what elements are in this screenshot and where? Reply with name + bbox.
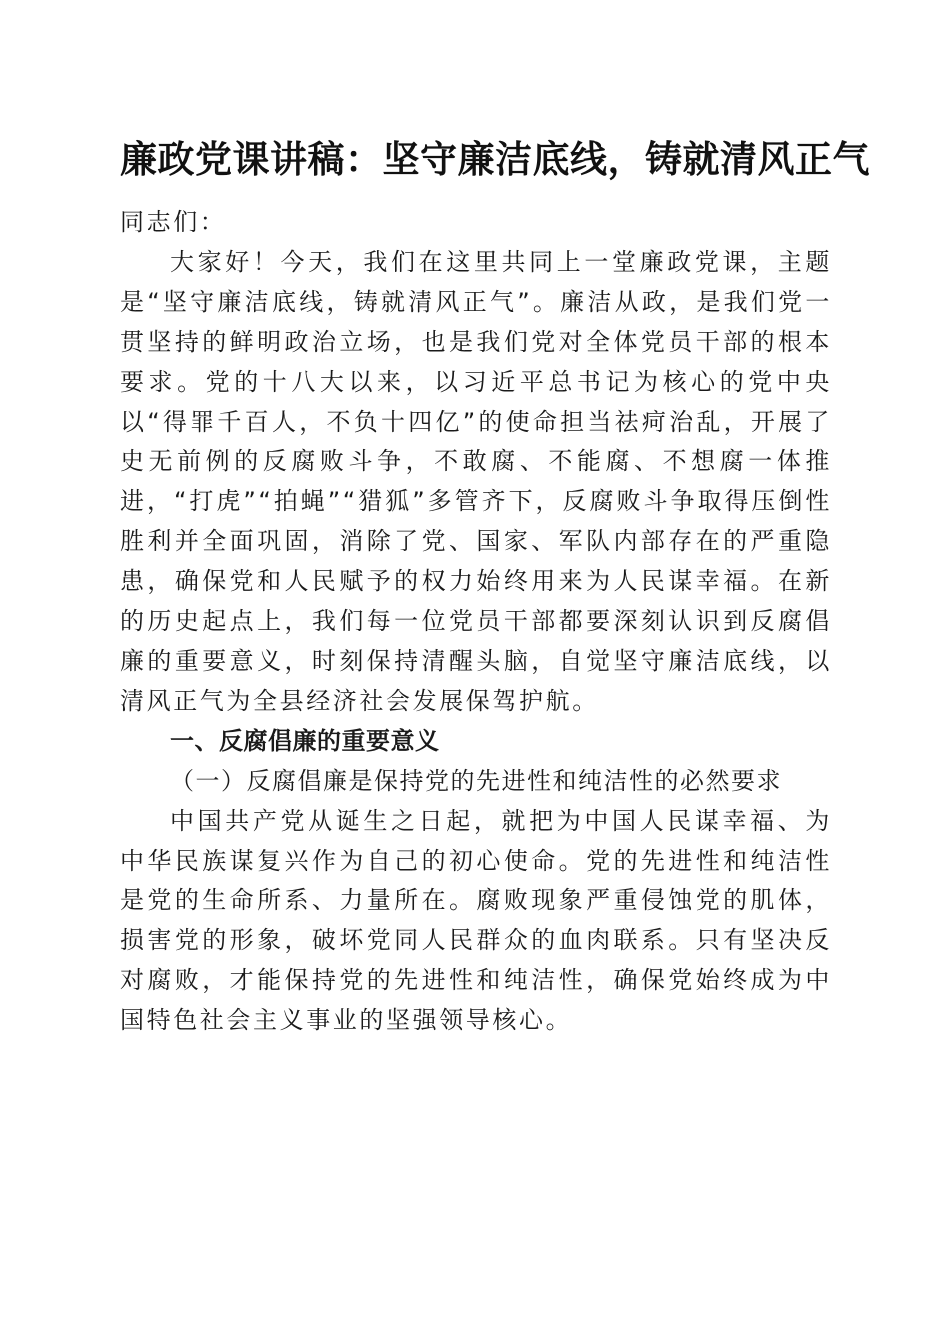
document-body [120, 203, 832, 1041]
subsection-paragraph: 中国共产党从诞生之日起，就把为中国人民谋幸福、为中华民族谋复兴作为自己的初心使命。党的先进性和纯洁性是党的生命所系、力量所在。腐败现象严重侵蚀党的肌体，损害党的形象，破坏党同人民群众的血肉联系。只有坚决反对腐败，才能保持党的先进性和纯洁性，确保党始终成为中国特色社会主义事业的坚强领导核心。 [120, 806, 832, 1035]
subsection-heading: （一）反腐倡廉是保持党的先进性和纯洁性的必然要求 [170, 766, 782, 795]
document-title: 廉政党课讲稿：坚守廉洁底线，铸就清风正气 [120, 137, 870, 181]
greeting: 同志们： [120, 208, 227, 236]
section-heading: 一、反腐倡廉的重要意义 [170, 726, 440, 755]
intro-paragraph: 大家好！今天，我们在这里共同上一堂廉政党课，主题是“坚守廉洁底线，铸就清风正气”。廉洁从政，是我们党一贯坚持的鲜明政治立场，也是我们党对全体党员干部的根本要求。党的十八大以来，以习近平总书记为核心的党中央以“得罪千百人，不负十四亿”的使命担当祛疴治乱，开展了史无前例的反腐败斗争，不敢腐、不能腐、不想腐一体推进，“打虎”“拍蝇”“猎狐”多管齐下，反腐败斗争取得压倒性胜利并全面巩固，消除了党、国家、军队内部存在的严重隐患，确保党和人民赋予的权力始终用来为人民谋幸福。在新的历史起点上，我们每一位党员干部都要深刻认识到反腐倡廉的重要意义，时刻保持清醒头脑，自觉坚守廉洁底线，以清风正气为全县经济社会发展保驾护航。 [120, 247, 832, 715]
